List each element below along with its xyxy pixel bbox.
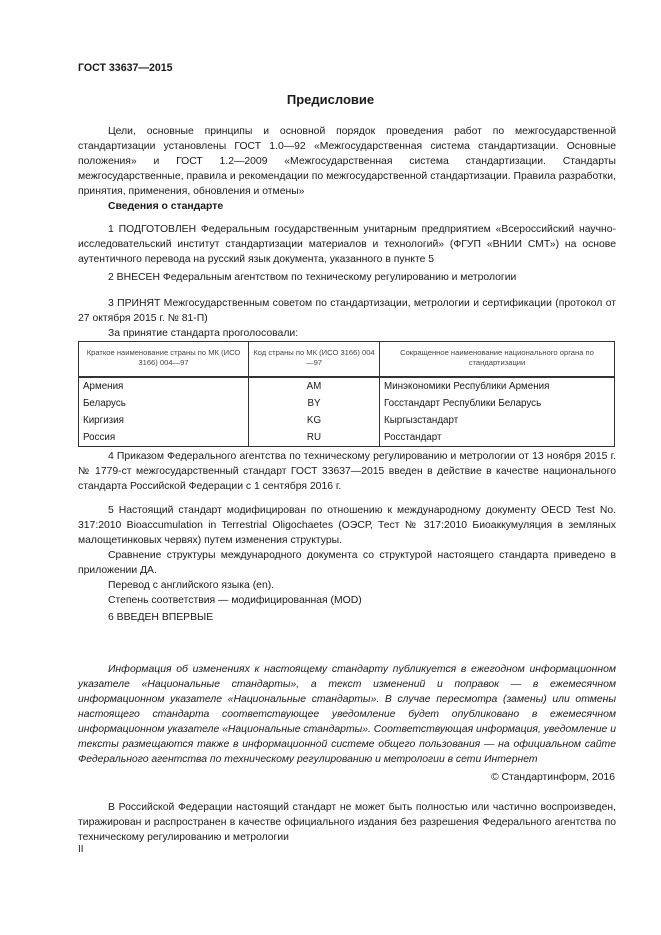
table-header-row <box>79 342 615 378</box>
table-cell-country: Россия <box>79 429 249 447</box>
copyright: © Стандартинформ, 2016 <box>490 772 615 783</box>
changes-notice-text: Информация об изменениях к настоящему стандарту публикуется в ежегодном информационном указателе «Национальные стандарты», а текст изменений и поправок — в ежемесячном информационном указателе «Национальные стандарты». В случае пересмотра (замены) или отмены настоящего стандарта соответствующее уведомление будет опубликовано в ежемесячном информационном указателе «Национальные стандарты». Соответствующая информация, уведомление и тексты размещаются также в информационной системе общего пользования — на официальном сайте Федерального агентства по техническому регулированию и метрологии в сети Интернет <box>78 664 616 765</box>
changes-notice <box>78 662 616 767</box>
table-header-body: Сокращенное наименование национального органа по стандартизации <box>380 342 615 378</box>
table-header-country: Краткое наименование страны по МК (ИСО 3166) 004—97 <box>79 342 249 378</box>
table-cell-body: Минэкономики Республики Армения <box>380 377 615 395</box>
item-6 <box>78 610 616 625</box>
voting-table <box>78 341 615 447</box>
intro-text: Цели, основные принципы и основной порядок проведения работ по межгосударственной стандартизации установлены ГОСТ 1.0—92 «Межгосударственная система стандартизации. Основные положения» и ГОСТ 1.2—2009 «Межгосударственная система стандартизации. Стандарты межгосударственные, правила и рекомендации по межгосударственной стандартизации. Правила разработки, принятия, применения, обновления и отмены» <box>78 126 616 197</box>
item-5-compare: Сравнение структуры международного документа со структурой настоящего стандарта приведено в приложении ДА. <box>78 550 616 576</box>
info-heading-block <box>78 199 616 214</box>
table-cell-country: Армения <box>79 377 249 395</box>
table-row <box>79 429 615 447</box>
item-5-translation: Перевод с английского языка (en). <box>108 580 275 591</box>
item-1 <box>78 222 616 267</box>
item-5-degree: Степень соответствия — модифицированная (MOD) <box>108 595 362 606</box>
table-cell-body: Росстандарт <box>380 429 615 447</box>
item-4-text: 4 Приказом Федерального агентства по техническому регулированию и метрологии от 13 ноября 2015 г. № 1779-ст межгосударственный стандарт ГОСТ 33637—2015 введен в действие в качестве национального стандарта Российской Федерации с 1 сентября 2016 г. <box>78 451 616 492</box>
table-cell-code: AM <box>249 377 380 395</box>
table-cell-body: Госстандарт Республики Беларусь <box>380 395 615 412</box>
reproduction-text: В Российской Федерации настоящий стандарт не может быть полностью или частично воспроизведен, тиражирован и распространен в качестве официального издания без разрешения Федерального агентства по техническому регулированию и метрологии <box>78 802 616 843</box>
item-6-text: 6 ВВЕДЕН ВПЕРВЫЕ <box>108 612 214 623</box>
table-cell-code: BY <box>249 395 380 412</box>
table-row <box>79 395 615 412</box>
intro-paragraph <box>78 124 616 199</box>
reproduction-notice <box>78 800 616 845</box>
voted-text: За принятие стандарта проголосовали: <box>108 328 299 339</box>
document-code: ГОСТ 33637—2015 <box>78 62 173 74</box>
table-cell-code: KG <box>249 412 380 429</box>
table-cell-country: Киргизия <box>79 412 249 429</box>
item-3-text: 3 ПРИНЯТ Межгосударственным советом по стандартизации, метрологии и сертификации (протокол от 27 октября 2015 г. № 81-П) <box>78 298 616 324</box>
item-2 <box>78 270 616 285</box>
table-cell-code: RU <box>249 429 380 447</box>
table-row <box>79 412 615 429</box>
table-cell-country: Беларусь <box>79 395 249 412</box>
item-3 <box>78 296 616 341</box>
page-title: Предисловие <box>286 92 375 107</box>
item-5-text: 5 Настоящий стандарт модифицирован по отношению к международному документу OECD Test No. 317:2010 Bioaccumulation in Terrestrial Oligochaetes (ОЭСР, Тест № 317:2010 Биоаккумуляция в земляных малощетинковых червях) путем изменения структуры. <box>78 505 616 546</box>
item-1-text: 1 ПОДГОТОВЛЕН Федеральным государственным унитарным предприятием «Всероссийский научно-исследовательский институт стандартизации материалов и технологий» (ФГУП «ВНИИ СМТ») на основе аутентичного перевода на русский язык документа, указанного в пункте 5 <box>78 224 616 265</box>
item-4 <box>78 449 616 494</box>
table-header-code: Код страны по МК (ИСО 3166) 004—97 <box>249 342 380 378</box>
item-2-text: 2 ВНЕСЕН Федеральным агентством по техническому регулированию и метрологии <box>108 272 517 283</box>
table-row <box>79 377 615 395</box>
page-number: II <box>78 844 84 855</box>
item-5 <box>78 503 616 608</box>
table-cell-body: Кыргызстандарт <box>380 412 615 429</box>
info-heading: Сведения о стандарте <box>108 201 224 212</box>
